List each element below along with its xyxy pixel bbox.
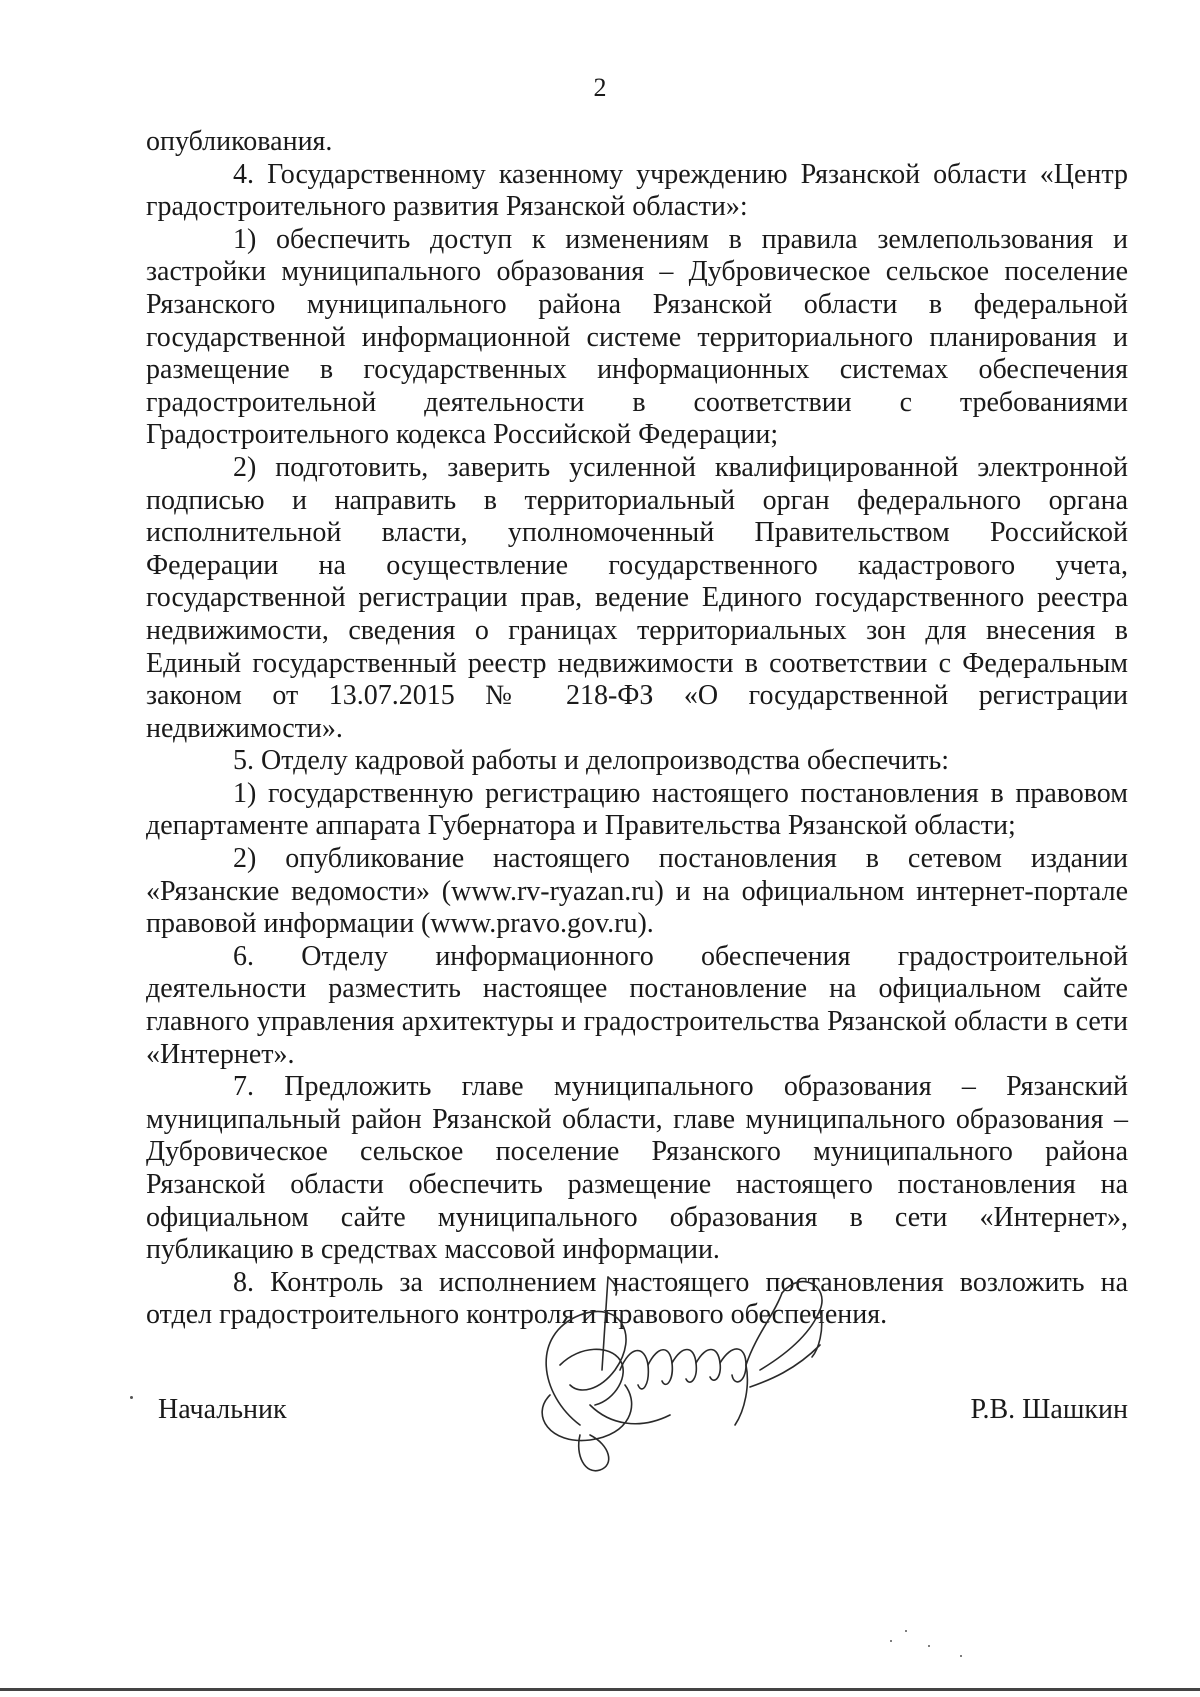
- signature-block: [146, 1390, 1128, 1440]
- scan-edge-line: [0, 1688, 1200, 1691]
- paragraph-item-4-1: 1) обеспечить доступ к изменениям в правила землепользования и застройки муниципального образования – Дубровическое сельское поселение Рязанского муниципального района Рязанской области в федеральной государственной информационной системе территориального планирования и размещение в государственных информационных системах обеспечения градостроительной деятельности в соответствии с требованиями Градостроительного кодекса Российской Федерации;: [146, 223, 1128, 451]
- scan-speck: [130, 1396, 133, 1399]
- paragraph-item-4: 4. Государственному казенному учреждению Рязанской области «Центр градостроительного развития Рязанской области»:: [146, 158, 1128, 223]
- paragraph-item-6: 6. Отделу информационного обеспечения градостроительной деятельности разместить настоящее постановление на официальном сайте главного управления архитектуры и градостроительства Рязанской области в сети «Интернет».: [146, 940, 1128, 1070]
- scan-speck: [960, 1655, 962, 1657]
- paragraph-item-5: 5. Отделу кадровой работы и делопроизводства обеспечить:: [233, 745, 950, 777]
- scan-speck: [928, 1645, 930, 1647]
- handwritten-signature: [520, 1275, 840, 1490]
- signatory-name: Р.В. Шашкин: [970, 1394, 1128, 1425]
- scan-speck: [890, 1640, 892, 1642]
- page-number: 2: [593, 73, 607, 102]
- paragraph-item-7: 7. Предложить главе муниципального образования – Рязанский муниципальный район Рязанской области, главе муниципального образования – Дубровическое сельское поселение Рязанского муниципального района Рязанской области обеспечить размещение настоящего постановления на официальном сайте муниципального образования в сети «Интернет», публикацию в средствах массовой информации.: [146, 1071, 1128, 1266]
- paragraph-item-8: 8. Контроль за исполнением настоящего постановления возложить на отдел градостроительного контроля и правового обеспечения.: [146, 1266, 1128, 1331]
- paragraph-item-5-2: 2) опубликование настоящего постановления в сетевом издании «Рязанские ведомости» (www.rv-ryazan.ru) и на официальном интернет-портале правовой информации (www.pravo.gov.ru).: [146, 843, 1128, 940]
- signatory-title: Начальник: [158, 1394, 287, 1425]
- paragraph-continuation: опубликования.: [146, 126, 333, 157]
- paragraph-item-5-1: 1) государственную регистрацию настоящего постановления в правовом департаменте аппарата Губернатора и Правительства Рязанской области;: [146, 777, 1128, 842]
- scan-speck: [905, 1630, 907, 1632]
- document-body: [146, 126, 1128, 1332]
- paragraph-item-4-2: 2) подготовить, заверить усиленной квалифицированной электронной подписью и направить в территориальный орган федерального органа исполнительной власти, уполномоченный Правительством Российской Федерации на осуществление государственного кадастрового учета, государственной регистрации прав, ведение Единого государственного реестра недвижимости, сведения о границах территориальных зон для внесения в Единый государственный реестр недвижимости в соответствии с Федеральным законом от 13.07.2015 № 218-ФЗ «О государственной регистрации недвижимости».: [146, 451, 1128, 744]
